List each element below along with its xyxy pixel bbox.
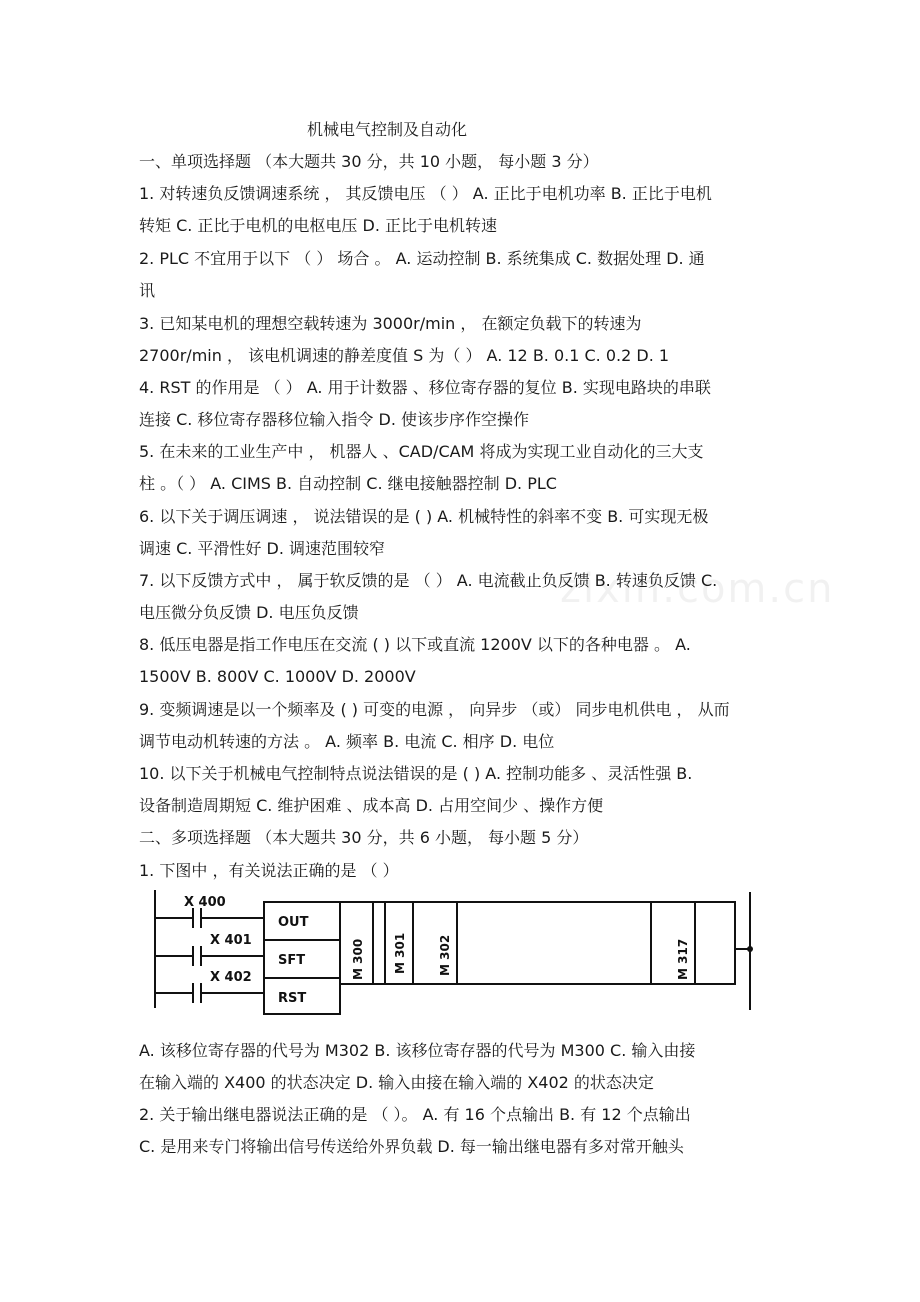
contact-label-x400: X 400 — [184, 895, 226, 910]
question-line: A. 该移位寄存器的代号为 M302 B. 该移位寄存器的代号为 M300 C. 输入由接 — [139, 1041, 696, 1060]
question-line: 电压微分负反馈 D. 电压负反馈 — [139, 603, 359, 622]
question-line: 2. 关于输出继电器说法正确的是 （ ）。 A. 有 16 个点输出 B. 有 12 个点输出 — [139, 1105, 691, 1124]
question-line: 调速 C. 平滑性好 D. 调速范围较窄 — [139, 539, 386, 558]
ladder-diagram — [140, 888, 760, 1024]
instruction-out: OUT — [278, 915, 309, 930]
question-line: 8. 低压电器是指工作电压在交流 ( ) 以下或直流 1200V 以下的各种电器 。 A. — [139, 635, 691, 654]
question-line: 5. 在未来的工业生产中 ， 机器人 、CAD/CAM 将成为实现工业自动化的三大支 — [139, 442, 704, 461]
instruction-rst: RST — [278, 991, 307, 1006]
question-line: 1. 下图中 ，有关说法正确的是 （ ） — [139, 861, 399, 880]
question-line: 2. PLC 不宜用于以下 （ ） 场合 。 A. 运动控制 B. 系统集成 C. 数据处理 D. 通 — [139, 249, 705, 268]
question-line: 在输入端的 X400 的状态决定 D. 输入由接在输入端的 X402 的状态决定 — [139, 1073, 654, 1092]
question-line: 6. 以下关于调压调速 ， 说法错误的是 ( ) A. 机械特性的斜率不变 B. 可实现无极 — [139, 507, 709, 526]
section-2-header: 二、多项选择题 （本大题共 30 分，共 6 小题， 每小题 5 分） — [139, 828, 589, 847]
register-label-m300: M 300 — [351, 938, 365, 980]
question-line: 讯 — [139, 281, 156, 300]
register-label-m302: M 302 — [438, 934, 452, 976]
question-line: 4. RST 的作用是 （ ） A. 用于计数器 、移位寄存器的复位 B. 实现电路块的串联 — [139, 378, 711, 397]
question-line: 调节电动机转速的方法 。 A. 频率 B. 电流 C. 相序 D. 电位 — [139, 732, 555, 751]
section-1-header: 一、单项选择题 （本大题共 30 分，共 10 小题， 每小题 3 分） — [139, 152, 599, 171]
question-line: 10. 以下关于机械电气控制特点说法错误的是 ( ) A. 控制功能多 、灵活性强 B. — [139, 764, 693, 783]
question-line: 转矩 C. 正比于电机的电枢电压 D. 正比于电机转速 — [139, 216, 498, 235]
contact-label-x401: X 401 — [210, 933, 252, 948]
register-label-m301: M 301 — [393, 932, 407, 974]
question-line: 柱 。（ ） A. CIMS B. 自动控制 C. 继电接触器控制 D. PLC — [139, 474, 557, 493]
question-line: 9. 变频调速是以一个频率及 ( ) 可变的电源 ， 向异步 （或） 同步电机供电 ， 从而 — [139, 700, 730, 719]
question-line: 设备制造周期短 C. 维护困难 、成本高 D. 占用空间少 、操作方便 — [139, 796, 604, 815]
question-line: 7. 以下反馈方式中 ， 属于软反馈的是 （ ） A. 电流截止负反馈 B. 转速负反馈 C. — [139, 571, 718, 590]
question-line: 1. 对转速负反馈调速系统 ， 其反馈电压 （ ） A. 正比于电机功率 B. 正比于电机 — [139, 184, 712, 203]
question-line: C. 是用来专门将输出信号传送给外界负载 D. 每一输出继电器有多对常开触头 — [139, 1137, 684, 1156]
register-label-m317: M 317 — [676, 938, 690, 980]
question-line: 3. 已知某电机的理想空载转速为 3000r/min ， 在额定负载下的转速为 — [139, 314, 642, 333]
watermark: zixin.com.cn — [560, 566, 835, 612]
contact-label-x402: X 402 — [210, 970, 252, 985]
question-line: 1500V B. 800V C. 1000V D. 2000V — [139, 667, 416, 686]
question-line: 2700r/min ， 该电机调速的静差度值 S 为（ ） A. 12 B. 0.1 C. 0.2 D. 1 — [139, 346, 670, 365]
question-line: 连接 C. 移位寄存器移位输入指令 D. 使该步序作空操作 — [139, 410, 530, 429]
document-title: 机械电气控制及自动化 — [307, 120, 468, 139]
instruction-sft: SFT — [278, 953, 306, 968]
